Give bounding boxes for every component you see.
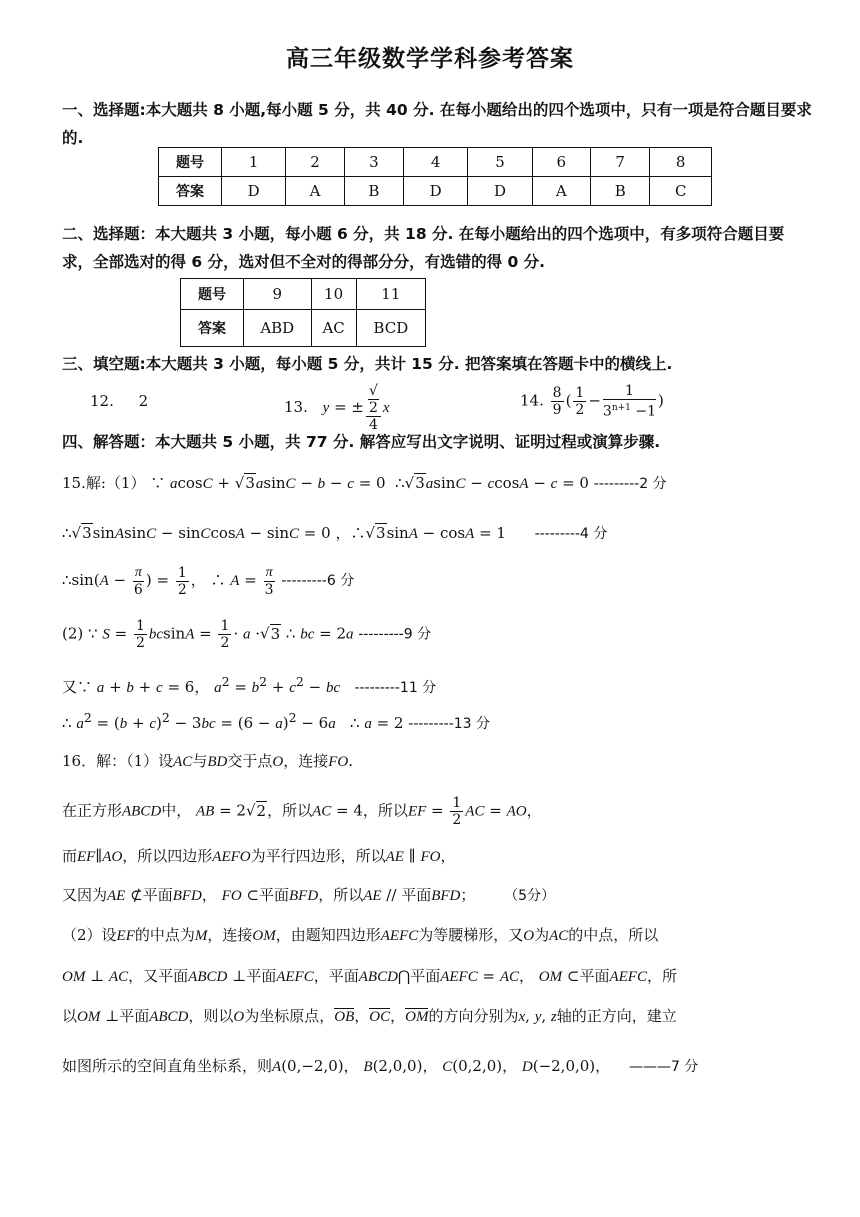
part-label: (2) [62, 624, 84, 643]
table-cell: A [532, 177, 590, 206]
text: ，所 [646, 967, 677, 985]
table-cell: 11 [356, 279, 425, 310]
table-cell: 7 [591, 148, 650, 177]
text: 为平行四边形，所以 [250, 847, 386, 865]
text: 平面 [142, 886, 173, 904]
table-cell: B [591, 177, 650, 206]
text: 为等腰梯形，又 [418, 926, 524, 944]
section-1-heading: 一、选择题:本大题共 8 小题,每小题 5 分，共 40 分. 在每小题给出的四个选项中，只有一项是符合题目要求的. [62, 101, 812, 147]
text: 以 [62, 1007, 78, 1025]
q15-line-3: ∴sin(A − $\frac{\pi}{6}$ ) = $\frac{1}{2}$ ， ∴ A = $\frac{\pi}{3}$ ---------6 分 [62, 564, 355, 598]
table-cell: D [222, 177, 286, 206]
q16-line-2: 在正方形ABCD中， AB = 2√2，所以AC = 4，所以EF = $\frac{1}{2}$ AC = AO， [62, 795, 542, 828]
table-cell: 4 [404, 148, 468, 177]
text: 又因为 [62, 886, 108, 904]
row-label: 题号 [181, 279, 244, 310]
q16-line-6: OM ⊥ AC，又平面ABCD ⊥平面AEFC，平面ABCD⋂平面AEFC = AC， OM ⊂平面AEFC，所 [62, 967, 677, 985]
answer-table-2 [180, 278, 426, 347]
text: ，所以 [267, 801, 313, 820]
text: 平面 [401, 886, 432, 904]
text: 又 [62, 678, 78, 696]
text: 的中点为 [134, 926, 195, 944]
text: ，又平面 [128, 967, 189, 985]
table-row [181, 310, 426, 347]
text: 轴的正方向，建立 [556, 1007, 677, 1025]
text: （2）设 [62, 926, 117, 944]
table-cell: 10 [311, 279, 356, 310]
row-label: 题号 [159, 148, 222, 177]
table-cell: 5 [468, 148, 532, 177]
text: ，连接 [283, 752, 329, 770]
text: 16．解：（1）设 [62, 752, 174, 770]
table-cell: B [344, 177, 403, 206]
question-number: 13. [284, 398, 308, 416]
score-mark: （5分） [504, 888, 556, 904]
text: 的中点，所以 [568, 926, 659, 944]
answer-12 [90, 392, 148, 410]
section-4-heading: 四、解答题：本大题共 5 小题，共 77 分. 解答应写出文字说明、证明过程或演算步骤. [62, 433, 661, 451]
question-number: 14. [520, 391, 544, 410]
score-mark: ---------2 分 [593, 476, 667, 492]
q16-line-1: 16．解：（1）设AC与BD交于点O，连接FO. [62, 752, 353, 770]
text: 平面 [246, 967, 277, 985]
q15-line-5: 又∵ a + b + c = 6， $a^2 = b^2 + c^2$ − bc ---------11 分 [62, 674, 437, 696]
text: ，则以 [188, 1007, 234, 1025]
table-cell: 1 [222, 148, 286, 177]
question-number: 12. [90, 392, 114, 410]
table-cell: ABD [244, 310, 312, 347]
text: ，所以 [362, 801, 408, 820]
table-row [159, 177, 712, 206]
table-cell: 2 [286, 148, 344, 177]
q16-line-3: 而EF∥AO，所以四边形AEFO为平行四边形，所以AE ∥ FO， [62, 847, 456, 865]
text: 中， [161, 801, 192, 820]
table-row [159, 148, 712, 177]
section-2-heading: 二、选择题：本大题共 3 小题，每小题 6 分，共 18 分. 在每小题给出的四个选项中，有多项符合题目要求，全部选对的得 6 分，选对但不全对的得部分分，有选错的得 0 分. [62, 225, 785, 271]
text: 为 [534, 926, 550, 944]
table-cell: 6 [532, 148, 590, 177]
answer-13: 13. y = ± √ 2 4 x [284, 383, 390, 433]
table-cell: 9 [244, 279, 312, 310]
q16-line-8: 如图所示的空间直角坐标系，则A(0,−2,0)， B(2,0,0)， C(0,2,0)， D(−2,0,0)， ———7 分 [62, 1057, 699, 1075]
text: 交于点 [227, 752, 273, 770]
question-number: 15.解:（1） [62, 474, 146, 492]
q15-line-4: (2) ∵ S = $\frac{1}{2}$ bcsinA = $\frac{1}{2}$ · a ·√3 ∴ bc = 2a ---------9 分 [62, 618, 432, 651]
table-cell: D [404, 177, 468, 206]
section-3-heading: 三、填空题:本大题共 3 小题，每小题 5 分，共计 15 分. 把答案填在答题卡中的横线上. [62, 355, 673, 373]
q15-line-1: 15.解:（1） ∵ acosC + √3asinC − b − c = 0 ∴√3asinC − ccosA − c = 0 ---------2 分 [62, 474, 667, 492]
text: 在正方形 [62, 801, 123, 820]
answer-table-1 [158, 147, 712, 206]
score-mark: ---------4 分 [534, 526, 608, 542]
table-cell: A [286, 177, 344, 206]
text: 与 [192, 752, 208, 770]
answer-14: 14. $\frac{8}{9}$ ( $\frac{1}{2}$ − $\frac{1}{3^{n+1} -1}$ ) [520, 383, 664, 420]
text: 如图所示的空间直角坐标系，则 [62, 1057, 273, 1075]
score-mark: ---------11 分 [354, 680, 437, 696]
q15-line-6: ∴ $a^2 = (b + c)^2 - 3bc = (6 - a)^2 - 6a$ ∴ a = 2 ---------13 分 [62, 710, 491, 732]
q16-line-7: 以OM ⊥平面ABCD，则以O为坐标原点，OB，OC，OM的方向分别为x, y, z轴的正方向，建立 [62, 1007, 677, 1025]
answer-value: 2 [138, 392, 149, 410]
table-cell: D [468, 177, 532, 206]
text: ，由题知四边形 [275, 926, 381, 944]
text: ，连接 [207, 926, 253, 944]
text: 的方向分别为 [428, 1007, 519, 1025]
row-label: 答案 [159, 177, 222, 206]
text: 为坐标原点， [244, 1007, 335, 1025]
text: 平面 [259, 886, 290, 904]
page-title: 高三年级数学学科参考答案 [286, 46, 574, 72]
table-row [181, 279, 426, 310]
score-mark: ---------13 分 [408, 716, 491, 732]
table-cell: 3 [344, 148, 403, 177]
table-cell: AC [311, 310, 356, 347]
score-mark: ———7 分 [628, 1059, 699, 1075]
row-label: 答案 [181, 310, 244, 347]
q16-line-4: 又因为AE ⊄平面BFD， FO ⊂平面BFD，所以AE // 平面BFD； （5分） [62, 886, 556, 904]
text: ，所以四边形 [122, 847, 213, 865]
table-cell: 8 [650, 148, 712, 177]
score-mark: ---------6 分 [281, 573, 355, 589]
text: 而 [62, 847, 78, 865]
q15-line-2: ∴√3sinAsinC − sinCcosA − sinC = 0 ，∴√3sinA − cosA = 1 ---------4 分 [62, 524, 608, 542]
table-cell: C [650, 177, 712, 206]
table-cell: BCD [356, 310, 425, 347]
q16-line-5: （2）设EF的中点为M，连接OM，由题知四边形AEFC为等腰梯形，又O为AC的中点，所以 [62, 926, 659, 944]
score-mark: ---------9 分 [358, 626, 432, 643]
text: ，平面 [313, 967, 359, 985]
